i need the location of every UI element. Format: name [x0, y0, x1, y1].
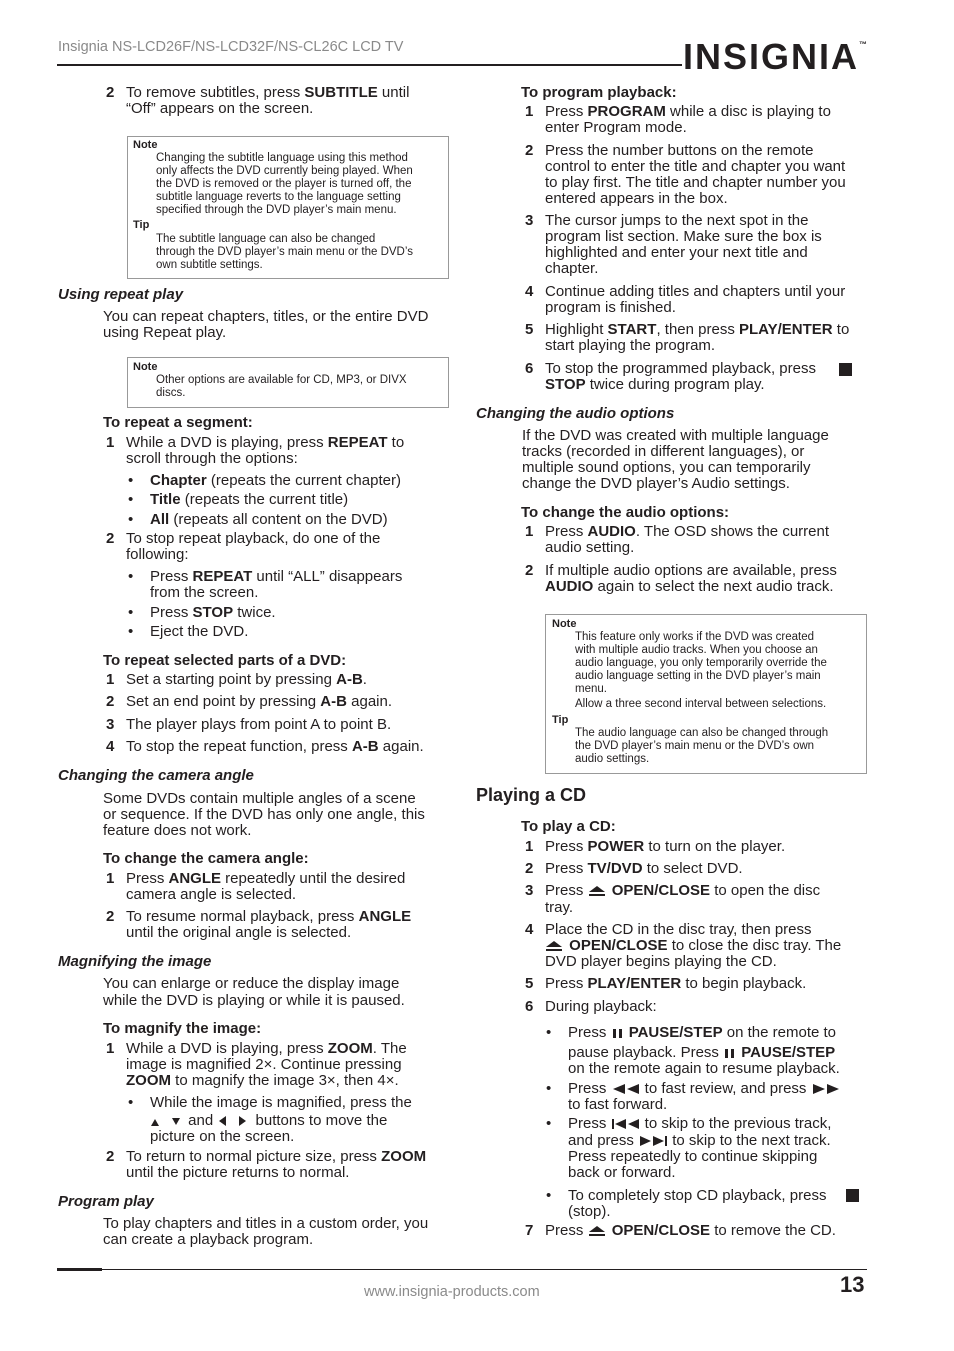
bullet-text: back or forward.	[568, 1164, 676, 1181]
step-text: To stop the programmed playback, press	[545, 360, 816, 377]
bullet-text: picture on the screen.	[150, 1128, 295, 1145]
logo-text: INSIGNIA	[683, 36, 860, 77]
step-text: To return to normal picture size, press ZOOM	[126, 1148, 427, 1165]
step-number: 6	[525, 998, 534, 1015]
note-line: Other options are available for CD, MP3, or DIVX	[156, 374, 407, 386]
step-text: until the picture returns to normal.	[126, 1164, 350, 1181]
pause-icon	[611, 1028, 625, 1038]
bullet-text: Chapter (repeats the current chapter)	[150, 472, 401, 489]
bullet-text: to fast forward.	[568, 1096, 668, 1113]
step-text: To remove subtitles, press SUBTITLE until	[126, 84, 410, 101]
step-text: tray.	[545, 899, 574, 916]
step-text: entered appears in the box.	[545, 190, 728, 207]
step-text: Place the CD in the disc tray, then press	[545, 921, 812, 938]
step-text: While a DVD is playing, press REPEAT to	[126, 434, 405, 451]
step-text: To stop repeat playback, do one of the	[126, 530, 381, 547]
bullet-dot: •	[128, 1094, 134, 1111]
step-number: 2	[106, 530, 115, 547]
subheading: To repeat selected parts of a DVD:	[103, 652, 347, 669]
step-number: 4	[525, 283, 534, 300]
note-line: This feature only works if the DVD was created	[575, 631, 815, 643]
step-number: 2	[106, 908, 115, 925]
step-text: program is finished.	[545, 299, 676, 316]
bullet-text: All (repeats all content on the DVD)	[150, 511, 388, 528]
step-text: enter Program mode.	[545, 119, 687, 136]
skip-previous-icon	[611, 1118, 641, 1130]
paragraph-line: can create a playback program.	[103, 1231, 314, 1248]
bullet-text: While the image is magnified, press the	[150, 1094, 412, 1111]
subheading: To change the audio options:	[521, 504, 730, 521]
step-text: The player plays from point A to point B.	[126, 716, 392, 733]
step-text: To resume normal playback, press ANGLE	[126, 908, 412, 925]
step-text: Press PLAY/ENTER to begin playback.	[545, 975, 807, 992]
tip-line: the DVD player’s main menu or the DVD’s own	[575, 740, 815, 752]
step-number: 1	[525, 523, 534, 540]
step-number: 3	[106, 716, 115, 733]
bullet-dot: •	[546, 1024, 552, 1041]
step-text: Press ANGLE repeatedly until the desired	[126, 870, 406, 887]
step-text: If multiple audio options are available, press	[545, 562, 837, 579]
section-heading: Changing the audio options	[476, 405, 675, 422]
section-heading: Program play	[58, 1193, 154, 1210]
subheading: To repeat a segment:	[103, 414, 253, 431]
bullet-text: and press to skip to the next track.	[568, 1132, 831, 1149]
bullet-dot: •	[546, 1187, 552, 1204]
paragraph-line: To play chapters and titles in a custom order, you	[103, 1215, 429, 1232]
bullet-text: Press PAUSE/STEP on the remote to	[568, 1024, 837, 1041]
step-number: 6	[525, 360, 534, 377]
step-text: highlighted and enter your next title and	[545, 244, 808, 261]
paragraph-line: or sequence. If the DVD has only one angle, this	[103, 806, 425, 823]
bullet-dot: •	[546, 1080, 552, 1097]
note-label: Note	[552, 618, 577, 630]
tip-label: Tip	[552, 714, 569, 726]
section-title: Playing a CD	[476, 785, 587, 805]
paragraph-line: Some DVDs contain multiple angles of a scene	[103, 790, 416, 807]
bullet-dot: •	[128, 472, 134, 489]
note-line: Allow a three second interval between selections.	[575, 698, 827, 710]
note-line: discs.	[156, 387, 186, 399]
note-line: the DVD is removed or the player is turned off, the	[156, 178, 412, 190]
note-line: menu.	[575, 683, 607, 695]
eject-icon	[545, 940, 565, 952]
bullet-text: and buttons to move the	[150, 1113, 387, 1129]
step-text: scroll through the options:	[126, 450, 298, 467]
step-number: 4	[525, 921, 534, 938]
step-number: 1	[106, 870, 115, 887]
bullet-text: Press STOP twice.	[150, 604, 276, 621]
step-text: OPEN/CLOSE to close the disc tray. The	[545, 938, 841, 954]
step-text: start playing the program.	[545, 337, 716, 354]
fast-forward-icon	[811, 1083, 841, 1095]
section-heading: Changing the camera angle	[58, 767, 254, 784]
step-text: audio setting.	[545, 539, 635, 556]
step-text: Press OPEN/CLOSE to open the disc	[545, 882, 821, 899]
footer-url: www.insignia-products.com	[364, 1284, 540, 1300]
step-text: The cursor jumps to the next spot in the	[545, 212, 809, 229]
step-text: “Off” appears on the screen.	[126, 100, 314, 117]
step-number: 2	[525, 562, 534, 579]
tip-line: audio settings.	[575, 753, 650, 765]
tip-label: Tip	[133, 219, 150, 231]
step-text: Press PROGRAM while a disc is playing to	[545, 103, 831, 120]
step-text: To stop the repeat function, press A-B again.	[126, 738, 424, 755]
tip-line: through the DVD player’s main menu or the DVD’s	[156, 246, 413, 258]
document-header-title: Insignia NS-LCD26F/NS-LCD32F/NS-CL26C LCD TV	[58, 39, 404, 55]
step-text: Press AUDIO. The OSD shows the current	[545, 523, 829, 540]
logo-tm: ™	[859, 40, 868, 49]
tip-line: The audio language can also be changed through	[575, 727, 829, 739]
bullet-text: (stop).	[568, 1203, 611, 1220]
pause-icon	[723, 1048, 737, 1058]
note-line: Changing the subtitle language using this method	[156, 152, 408, 164]
page-number: 13	[840, 1272, 865, 1297]
step-number: 1	[106, 671, 115, 688]
bullet-text: To completely stop CD playback, press	[568, 1187, 827, 1204]
note-label: Note	[133, 361, 158, 373]
subheading: To play a CD:	[521, 818, 616, 835]
bullet-text: pause playback. Press PAUSE/STEP	[568, 1044, 836, 1061]
section-heading: Using repeat play	[58, 286, 184, 303]
bullet-dot: •	[128, 604, 134, 621]
stop-icon	[846, 1189, 860, 1203]
step-text: STOP twice during program play.	[545, 376, 765, 393]
step-number: 1	[106, 1040, 115, 1057]
subheading: To magnify the image:	[103, 1020, 262, 1037]
step-text: Press TV/DVD to select DVD.	[545, 860, 743, 877]
step-text: Highlight START, then press PLAY/ENTER to	[545, 321, 850, 338]
step-number: 2	[106, 84, 115, 101]
paragraph-line: feature does not work.	[103, 822, 252, 839]
tip-line: own subtitle settings.	[156, 259, 263, 271]
step-text: to play first. The title and chapter number you	[545, 174, 846, 191]
step-text: During playback:	[545, 998, 657, 1015]
note-box	[127, 357, 449, 408]
footer-rule	[57, 1269, 867, 1270]
note-tip-box	[127, 136, 449, 279]
step-text: following:	[126, 546, 189, 563]
step-number: 2	[525, 860, 534, 877]
bullet-text: Press REPEAT until “ALL” disappears	[150, 568, 403, 585]
step-text: While a DVD is playing, press ZOOM. The	[126, 1040, 407, 1057]
step-number: 2	[525, 142, 534, 159]
note-line: specified through the DVD player’s main menu.	[156, 204, 397, 216]
step-text: Press the number buttons on the remote	[545, 142, 814, 159]
note-line: only affects the DVD currently being played. When	[156, 165, 413, 177]
note-line: subtitle language reverts to the language setting	[156, 191, 401, 203]
paragraph-line: tracks (recorded in different languages), or	[522, 443, 805, 460]
step-number: 3	[525, 212, 534, 229]
step-number: 7	[525, 1222, 534, 1239]
bullet-text: Press repeatedly to continue skipping	[568, 1148, 818, 1165]
paragraph-line: If the DVD was created with multiple language	[522, 427, 829, 444]
bullet-text: Press to fast review, and press	[568, 1081, 841, 1097]
paragraph-line: while the DVD is playing or while it is paused.	[103, 992, 405, 1009]
step-text: until the original angle is selected.	[126, 924, 352, 941]
step-text: program list section. Make sure the box is	[545, 228, 822, 245]
bullet-text: Title (repeats the current title)	[150, 491, 349, 508]
step-number: 2	[106, 693, 115, 710]
subheading: To change the camera angle:	[103, 850, 309, 867]
paragraph-line: You can repeat chapters, titles, or the entire DVD	[103, 308, 429, 325]
step-text: chapter.	[545, 260, 599, 277]
bullet-dot: •	[128, 623, 134, 640]
step-text: DVD player begins playing the CD.	[545, 953, 777, 970]
step-number: 4	[106, 738, 115, 755]
up-down-arrows-icon	[150, 1115, 184, 1127]
step-text: Set an end point by pressing A-B again.	[126, 693, 393, 710]
subheading: To program playback:	[521, 84, 677, 101]
paragraph-line: multiple sound options, you can temporarily	[522, 459, 811, 476]
stop-icon	[839, 363, 853, 377]
tip-line: The subtitle language can also be changed	[156, 233, 376, 245]
step-text: Set a starting point by pressing A-B.	[126, 671, 367, 688]
insignia-logo	[683, 36, 867, 78]
fast-review-icon	[611, 1083, 641, 1095]
step-text: Press OPEN/CLOSE to remove the CD.	[545, 1222, 836, 1239]
bullet-dot: •	[546, 1115, 552, 1132]
eject-icon	[588, 1225, 608, 1237]
bullet-dot: •	[128, 568, 134, 585]
note-line: with multiple audio tracks. When you choose an	[575, 644, 818, 656]
step-text: image is magnified 2×. Continue pressing	[126, 1056, 402, 1073]
bullet-dot: •	[128, 491, 134, 508]
step-number: 5	[525, 321, 534, 338]
step-number: 1	[525, 838, 534, 855]
skip-next-icon	[638, 1135, 668, 1147]
step-number: 1	[106, 434, 115, 451]
note-line: audio language, you only temporarily override the	[575, 657, 827, 669]
header-rule	[57, 64, 682, 66]
bullet-text: Eject the DVD.	[150, 623, 249, 640]
left-right-arrows-icon	[217, 1115, 251, 1127]
eject-icon	[588, 885, 608, 897]
step-text: camera angle is selected.	[126, 886, 297, 903]
bullet-text: from the screen.	[150, 584, 259, 601]
step-text: AUDIO again to select the next audio track.	[545, 578, 834, 595]
step-number: 1	[525, 103, 534, 120]
step-text: ZOOM to magnify the image 3×, then 4×.	[126, 1072, 399, 1089]
step-text: Press POWER to turn on the player.	[545, 838, 786, 855]
step-number: 3	[525, 882, 534, 899]
note-line: audio language setting in the DVD player’s main	[575, 670, 821, 682]
note-label: Note	[133, 139, 158, 151]
paragraph-line: using Repeat play.	[103, 324, 227, 341]
bullet-text: on the remote again to resume playback.	[568, 1060, 840, 1077]
paragraph-line: You can enlarge or reduce the display image	[103, 975, 400, 992]
step-number: 5	[525, 975, 534, 992]
step-text: control to enter the title and chapter you want	[545, 158, 846, 175]
step-text: Continue adding titles and chapters until your	[545, 283, 846, 300]
bullet-text: Press to skip to the previous track,	[568, 1115, 832, 1132]
note-tip-box	[545, 614, 867, 774]
step-number: 2	[106, 1148, 115, 1165]
section-heading: Magnifying the image	[58, 953, 212, 970]
paragraph-line: change the DVD player’s Audio settings.	[522, 475, 790, 492]
bullet-dot: •	[128, 511, 134, 528]
